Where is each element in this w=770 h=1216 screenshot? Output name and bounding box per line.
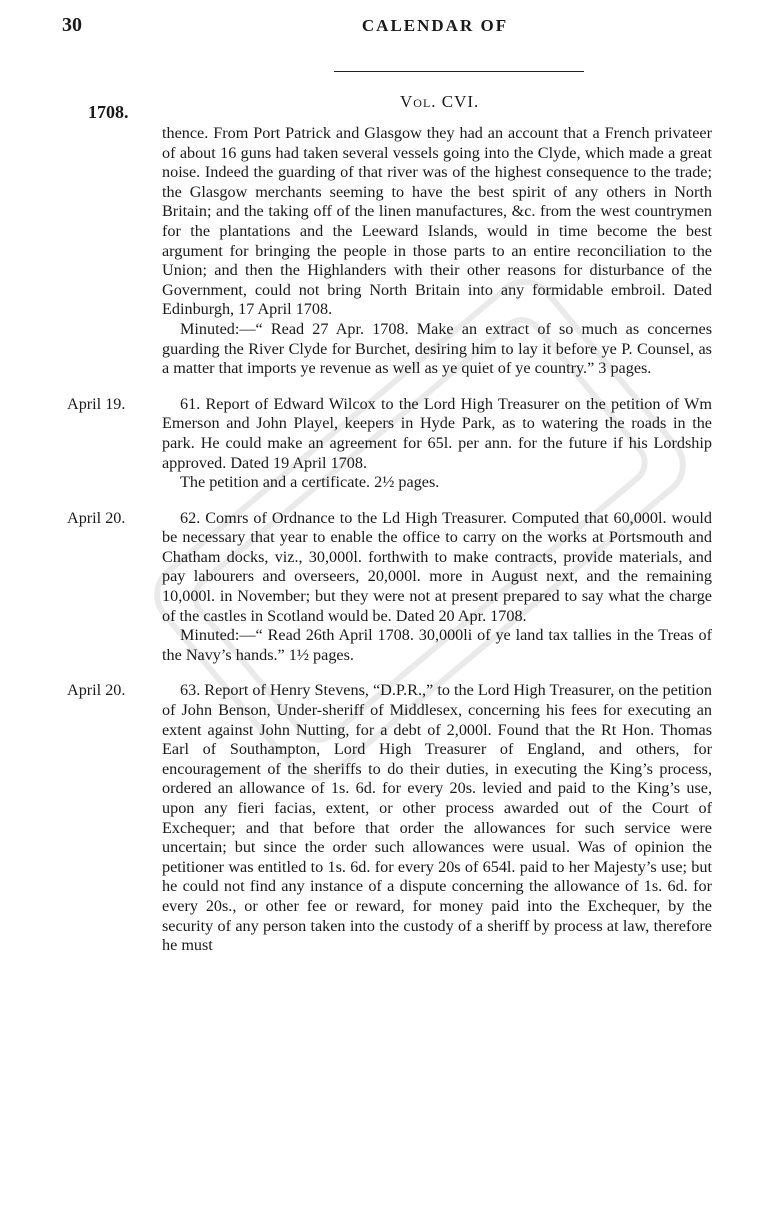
entry-62 — [67, 508, 712, 666]
page-number: 30 — [62, 14, 82, 36]
header-rule — [334, 71, 584, 72]
entry-paragraph: 62. Comrs of Ordnance to the Ld High Treasurer. Computed that 60,000l. would be necessary that year to enable the office to carry on the works at Portsmouth and Chatham docks, viz., 30,000l. forthwith to make contracts, provide materials, and pay labourers and overseers, 20,000l. more in August next, and the remaining 10,000l. in November; but they were not at present prepared to say what the charge of the castles in Scotland would be. Dated 20 Apr. 1708. — [162, 508, 712, 625]
entry-continued — [162, 124, 712, 379]
entry-paragraph: thence. From Port Patrick and Glasgow they had an account that a French privateer of about 16 guns had taken several vessels going into the Clyde, which made a great noise. Indeed the guarding of that river was of the highest consequence to the trade; the Glasgow merchants seeming to have the best spirit of any others in North Britain; and the taking off of the linen manufactures, &c. from the west countrymen for the plantations and the Leeward Islands, would in time become the best argument for bringing the people in those parts to an entire reconciliation to the Union; and then the Highlanders with their other reasons for disturbance of the Government, could not bring North Britain into any formidable embroil. Dated Edinburgh, 17 April 1708. — [162, 124, 712, 319]
entry-date: April 20. — [67, 681, 126, 700]
entry-paragraph: 61. Report of Edward Wilcox to the Lord High Treasurer on the petition of Wm Emerson and John Playel, keepers in Hyde Park, as to watering the roads in the park. He could make an agreement for 65l. per ann. for the future if his Lordship approved. Dated 19 April 1708. — [162, 394, 712, 472]
entry-minute: Minuted:—“ Read 26th April 1708. 30,000li of ye land tax tallies in the Treas of the Navy’s hands.” 1½ pages. — [162, 626, 712, 664]
entry-paragraph: 63. Report of Henry Stevens, “D.P.R.,” to the Lord High Treasurer, on the petition of John Benson, Under-sheriff of Middlesex, concerning his fees for executing an extent against John Nutting, for a debt of 2,000l. Found that the Rt Hon. Thomas Earl of Southampton, Lord High Treasurer of England, and others, for encouragement of the sheriffs to do their duties, in executing the King’s process, ordered an allowance of 1s. 6d. for every 20s. levied and paid to the King’s use, upon any fieri facias, extent, or other process awarded out of the Court of Exchequer; and that before that order the allowances for such service were uncertain; but since the order such allowances were usual. Was of opinion the petitioner was entitled to 1s. 6d. for every 20s of 654l. paid to her Majesty’s use; but he could not find any instance of a dispute concerning the allowance of 1s. 6d. for every 20s., or other fee or reward, for money paid into the Exchequer, by the security of any person taken into the custody of a sheriff by process at law, therefore he must — [162, 681, 712, 955]
entry-minute: Minuted:—“ Read 27 Apr. 1708. Make an extract of so much as concernes guarding the River Clyde for Burchet, desiring him to lay it before ye P. Counsel, as a matter that imports ye revenue as well as ye quiet of ye country.” 3 pages. — [162, 319, 712, 378]
year-marker: 1708. — [88, 102, 129, 122]
entry-date: April 19. — [67, 394, 126, 413]
entry-enclosures: The petition and a certificate. 2½ pages. — [180, 473, 440, 492]
running-title: CALENDAR OF — [361, 16, 509, 35]
calendar-body — [67, 124, 712, 956]
entry-63 — [67, 681, 712, 955]
entry-61 — [67, 394, 712, 493]
volume-heading: Vol. CVI. — [400, 92, 480, 111]
entry-date: April 20. — [67, 508, 126, 527]
